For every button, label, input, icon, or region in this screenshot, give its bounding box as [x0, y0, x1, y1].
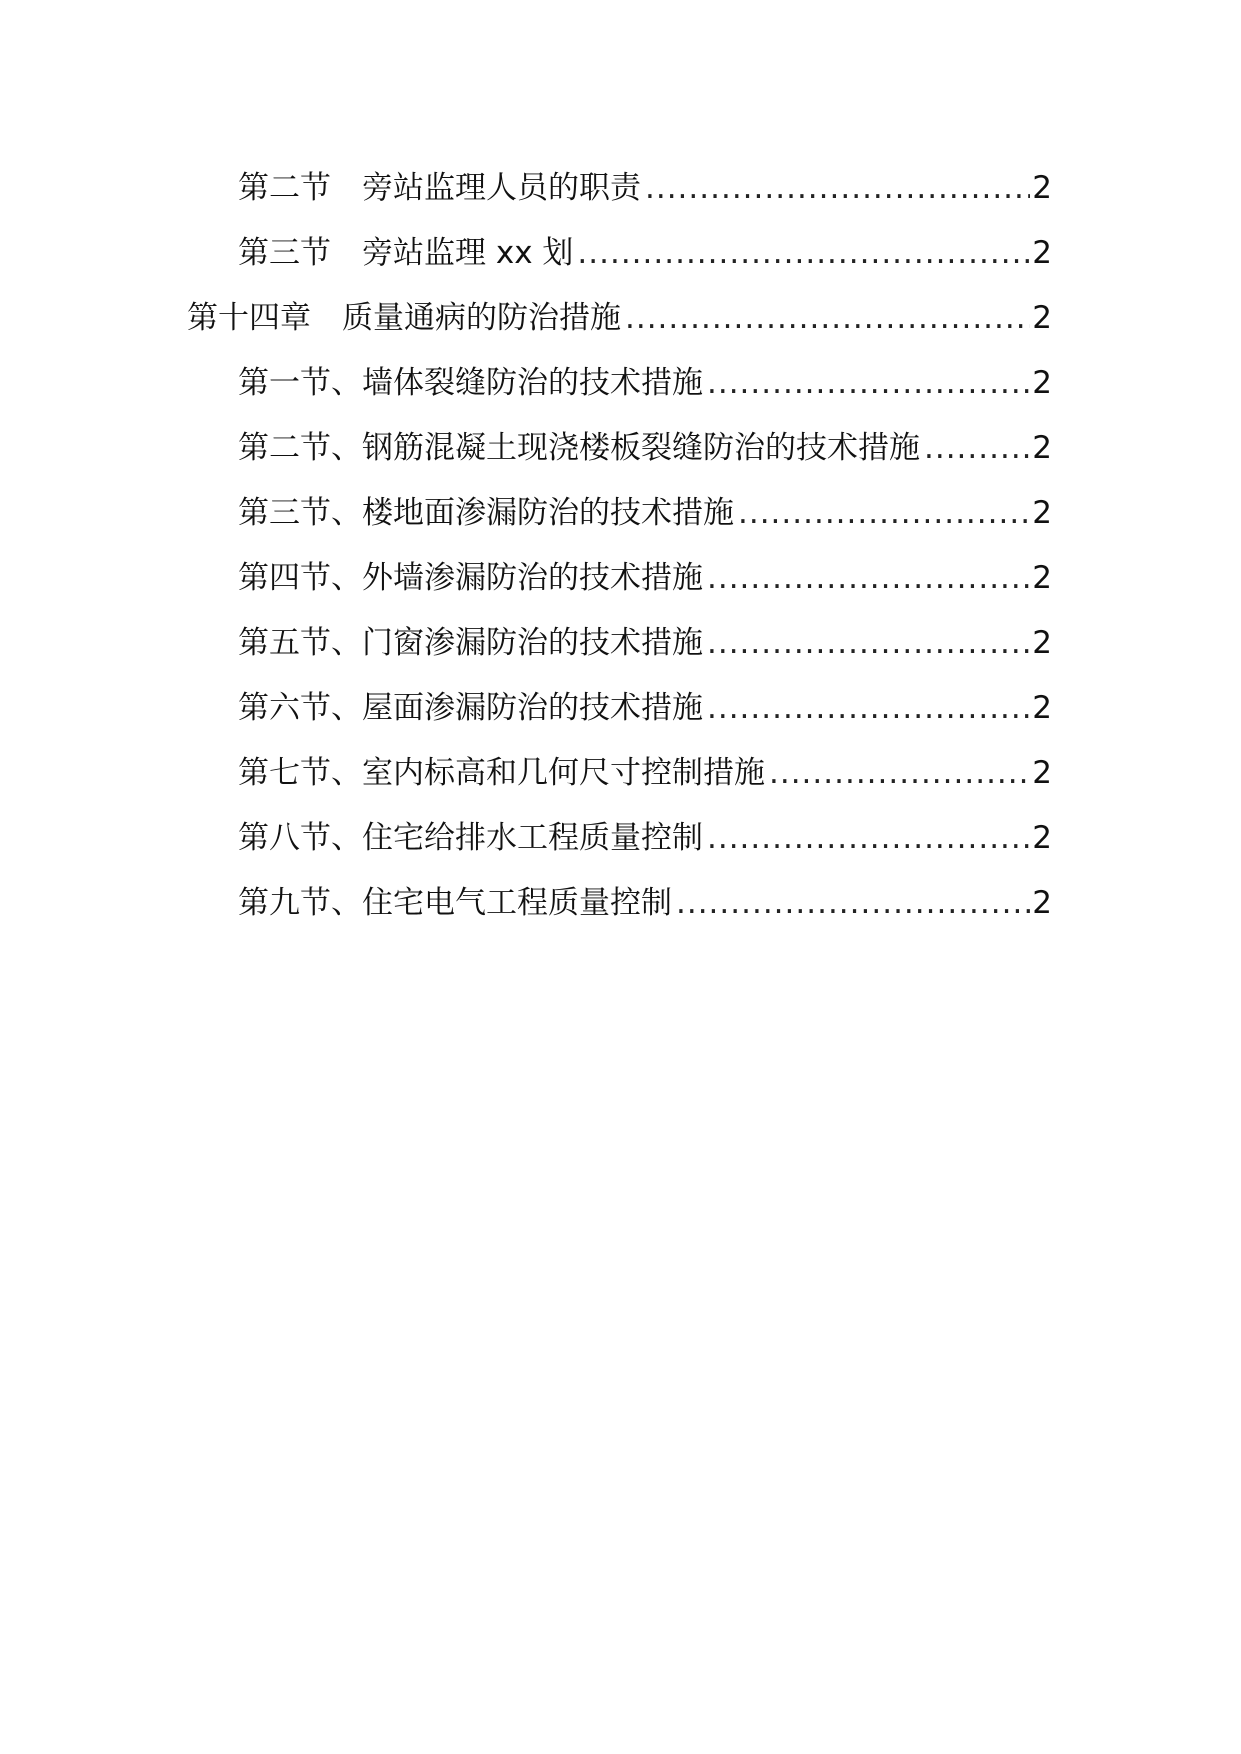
toc-entry[interactable]	[238, 546, 1052, 611]
toc-page-number: 2	[1032, 690, 1052, 726]
toc-entry[interactable]	[238, 351, 1052, 416]
toc-dot-leader	[707, 351, 1030, 416]
toc-entry-title: 第五节、门窗渗漏防治的技术措施	[238, 625, 703, 661]
toc-dot-leader	[577, 221, 1030, 286]
toc-entry-title: 第三节、楼地面渗漏防治的技术措施	[238, 495, 734, 531]
toc-entry[interactable]	[238, 741, 1052, 806]
toc-page-number: 2	[1032, 170, 1052, 206]
toc-entry-title: 第三节 旁站监理 xx 划	[238, 235, 574, 271]
toc-entry-title: 第六节、屋面渗漏防治的技术措施	[238, 690, 703, 726]
table-of-contents	[0, 156, 1241, 936]
toc-entry[interactable]	[238, 676, 1052, 741]
toc-dot-leader	[707, 806, 1030, 871]
toc-dot-leader	[707, 676, 1030, 741]
toc-entry-title: 第十四章 质量通病的防治措施	[187, 300, 621, 336]
toc-page-number: 2	[1032, 560, 1052, 596]
toc-entry-title: 第二节、钢筋混凝土现浇楼板裂缝防治的技术措施	[238, 430, 920, 466]
toc-entry-title: 第一节、墙体裂缝防治的技术措施	[238, 365, 703, 401]
toc-page-number: 2	[1032, 495, 1052, 531]
toc-dot-leader	[707, 546, 1030, 611]
toc-entry[interactable]	[238, 416, 1052, 481]
toc-page-number: 2	[1032, 755, 1052, 791]
toc-page-number: 2	[1032, 235, 1052, 271]
toc-dot-leader	[625, 286, 1030, 351]
toc-page-number: 2	[1032, 365, 1052, 401]
toc-page-number: 2	[1032, 300, 1052, 336]
toc-page-number: 2	[1032, 625, 1052, 661]
toc-page-number: 2	[1032, 820, 1052, 856]
toc-entry[interactable]	[238, 611, 1052, 676]
toc-chapter-entry[interactable]	[187, 286, 1052, 351]
toc-page-number: 2	[1032, 430, 1052, 466]
toc-entry[interactable]	[238, 806, 1052, 871]
toc-dot-leader	[676, 871, 1030, 936]
toc-dot-leader	[645, 156, 1030, 221]
toc-entry-title: 第二节 旁站监理人员的职责	[238, 170, 641, 206]
toc-dot-leader	[769, 741, 1030, 806]
toc-dot-leader	[738, 481, 1030, 546]
toc-dot-leader	[707, 611, 1030, 676]
toc-entry[interactable]	[238, 156, 1052, 221]
toc-entry[interactable]	[238, 221, 1052, 286]
toc-entry-title: 第八节、住宅给排水工程质量控制	[238, 820, 703, 856]
toc-page-number: 2	[1032, 885, 1052, 921]
toc-dot-leader	[924, 416, 1030, 481]
toc-entry-title: 第九节、住宅电气工程质量控制	[238, 885, 672, 921]
toc-entry-title: 第七节、室内标高和几何尺寸控制措施	[238, 755, 765, 791]
toc-entry[interactable]	[238, 481, 1052, 546]
toc-entry-title: 第四节、外墙渗漏防治的技术措施	[238, 560, 703, 596]
toc-entry[interactable]	[238, 871, 1052, 936]
